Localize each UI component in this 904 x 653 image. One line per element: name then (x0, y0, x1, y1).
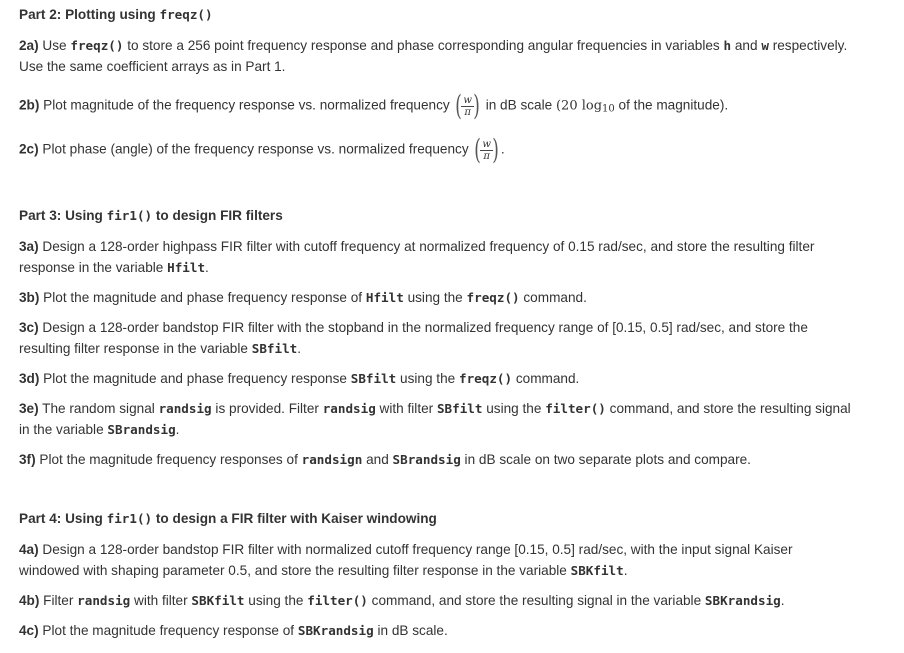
item-2b: 2b) Plot magnitude of the frequency response vs. normalized frequency ( $\frac{w}{\pi}$ ) in dB scale (20 $\log_{10}$ of the magnitude). (19, 89, 729, 122)
part2-heading-code: freqz() (159, 7, 213, 22)
part2-heading (19, 7, 213, 22)
part4-heading: Part 4: Using fir1() to design a FIR filter with Kaiser windowing (19, 511, 437, 526)
item-3b: 3b) Plot the magnitude and phase frequency response of Hfilt using the freqz() command. (19, 290, 587, 305)
item-2b-label: 2b) (19, 97, 40, 113)
fraction-w-over-pi: $\frac{w}{\pi}$ (482, 138, 491, 162)
item-3c: 3c) Design a 128-order bandstop FIR filter with the stopband in the normalized frequency range of [0.15, 0.5] rad/sec, and store the resulting filter response in the variable SBfilt. (19, 320, 808, 356)
item-2c: 2c) Plot phase (angle) of the frequency response vs. normalized frequency ( $\frac{w}{\pi}$ ) . (19, 133, 505, 166)
item-3d: 3d) Plot the magnitude and phase frequency response SBfilt using the freqz() command. (19, 371, 580, 386)
item-4b: 4b) Filter randsig with filter SBKfilt using the filter() command, and store the resulting signal in the variable SBKrandsig. (19, 593, 785, 608)
item-2a-label: 2a) (19, 38, 39, 53)
item-2c-label: 2c) (19, 141, 39, 157)
item-3a: 3a) Design a 128-order highpass FIR filter with cutoff frequency at normalized frequency of 0.15 rad/sec, and store the resulting filter response in the variable Hfilt. (19, 239, 815, 275)
item-4a: 4a) Design a 128-order bandstop FIR filter with normalized cutoff frequency range [0.15, 0.5] rad/sec, with the input signal Kaiser windowed with shaping parameter 0.5, and store the resulting filter response in the variable SBKfilt. (19, 542, 793, 578)
item-4c: 4c) Plot the magnitude frequency response of SBKrandsig in dB scale. (19, 623, 448, 638)
item-2a: 2a) Use freqz() to store a 256 point frequency response and phase corresponding angular frequencies in variables h and w respectively. Use the same coefficient arrays as in Part 1. (19, 38, 848, 74)
part2-heading-text: Part 2: Plotting using (19, 7, 160, 22)
item-3f: 3f) Plot the magnitude frequency responses of randsign and SBrandsig in dB scale on two separate plots and compare. (19, 452, 751, 467)
fraction-w-over-pi: $\frac{w}{\pi}$ (463, 94, 472, 118)
item-3e: 3e) The random signal randsig is provided. Filter randsig with filter SBfilt using the filter() command, and store the resulting signal in the variable SBrandsig. (19, 401, 851, 437)
part3-heading: Part 3: Using fir1() to design FIR filters (19, 208, 283, 223)
